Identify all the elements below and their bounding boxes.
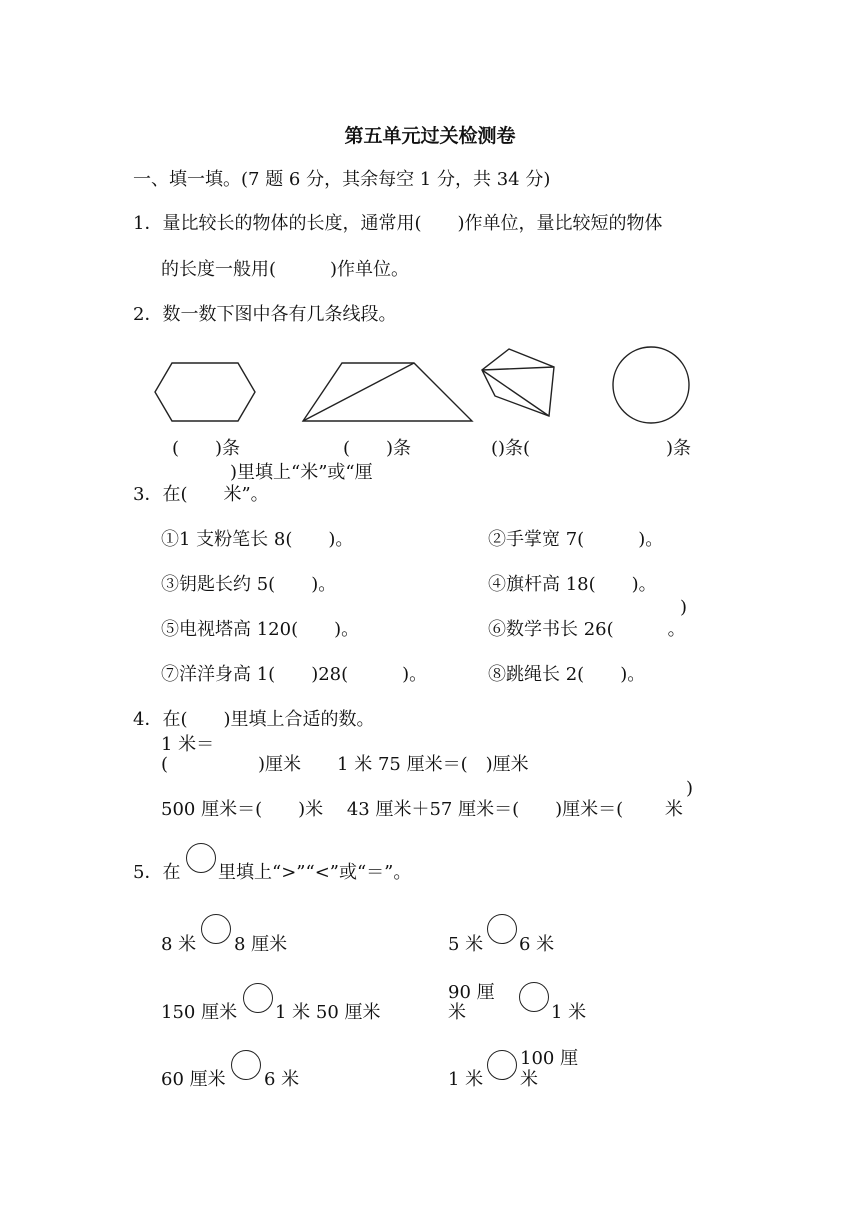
hexagon-icon (150, 358, 260, 426)
circle-icon (610, 344, 692, 426)
q4-row2-bracket: ) (686, 778, 694, 799)
page-title: 第五单元过关检测卷 (344, 125, 516, 147)
q4-row1-a: 1 米＝ (161, 734, 215, 755)
compare-4-circle[interactable] (519, 982, 549, 1012)
q1-line1: 1．量比较长的物体的长度，通常用( )作单位，量比较短的物体 (133, 213, 663, 234)
q3-item-2: ②手掌宽 7( )。 (488, 529, 664, 550)
compare-3-circle[interactable] (243, 983, 273, 1013)
compare-4-right: 1 米 (551, 1002, 587, 1023)
q4-row1-b: ( )厘米 1 米 75 厘米＝( )厘米 (161, 754, 529, 775)
compare-3-left: 150 厘米 (161, 1002, 238, 1023)
q3-line-a: )里填上“米”或“厘 (230, 462, 373, 483)
q3-item-3: ③钥匙长约 5( )。 (161, 574, 337, 595)
q4-row2: 500 厘米＝( )米 43 厘米＋57 厘米＝( )厘米＝( 米 (161, 799, 683, 820)
compare-6-circle[interactable] (487, 1050, 517, 1080)
compare-4-left-a: 90 厘 (448, 982, 495, 1003)
compare-2-left: 5 米 (448, 934, 484, 955)
pentagon-icon (476, 344, 562, 420)
q3-item-5: ⑤电视塔高 120( )。 (161, 619, 360, 640)
compare-5-right: 6 米 (264, 1069, 300, 1090)
q5-stem-pre: 5．在 (133, 862, 181, 883)
trapezoid-icon (298, 358, 478, 426)
q3-item-6-bracket: ) (680, 597, 688, 618)
q3-item-8: ⑧跳绳长 2( )。 (488, 664, 646, 685)
compare-4-left-b: 米 (448, 1002, 466, 1023)
q2-answer-3: ()条( (491, 438, 531, 459)
q3-item-1: ①1 支粉笔长 8( )。 (161, 529, 354, 550)
q2-answer-1: ( )条 (172, 438, 241, 459)
section-heading: 一、填一填。(7 题 6 分，其余每空 1 分，共 34 分) (133, 169, 551, 190)
q3-item-7: ⑦洋洋身高 1( )28( )。 (161, 664, 428, 685)
q2-answer-2: ( )条 (343, 438, 412, 459)
compare-6-right-a: 100 厘 (520, 1048, 579, 1069)
compare-5-circle[interactable] (231, 1050, 261, 1080)
compare-2-right: 6 米 (519, 934, 555, 955)
q3-item-6: ⑥数学书长 26( 。 (488, 619, 686, 640)
q3-line-b: 3．在( 米”。 (133, 484, 269, 505)
q2-answer-4: )条 (666, 438, 692, 459)
compare-1-circle[interactable] (201, 914, 231, 944)
q4-stem: 4．在( )里填上合适的数。 (133, 709, 375, 730)
compare-6-right-b: 米 (520, 1069, 538, 1090)
compare-2-circle[interactable] (487, 914, 517, 944)
q3-item-4: ④旗杆高 18( )。 (488, 574, 657, 595)
compare-3-right: 1 米 50 厘米 (275, 1002, 381, 1023)
q1-line2: 的长度一般用( )作单位。 (161, 259, 410, 280)
compare-6-left: 1 米 (448, 1069, 484, 1090)
q5-stem-post: 里填上“>”“<”或“＝”。 (218, 862, 412, 883)
compare-1-right: 8 厘米 (234, 934, 288, 955)
compare-5-left: 60 厘米 (161, 1069, 226, 1090)
compare-1-left: 8 米 (161, 934, 197, 955)
compare-circle-icon (186, 843, 216, 873)
q2-stem: 2．数一数下图中各有几条线段。 (133, 304, 397, 325)
